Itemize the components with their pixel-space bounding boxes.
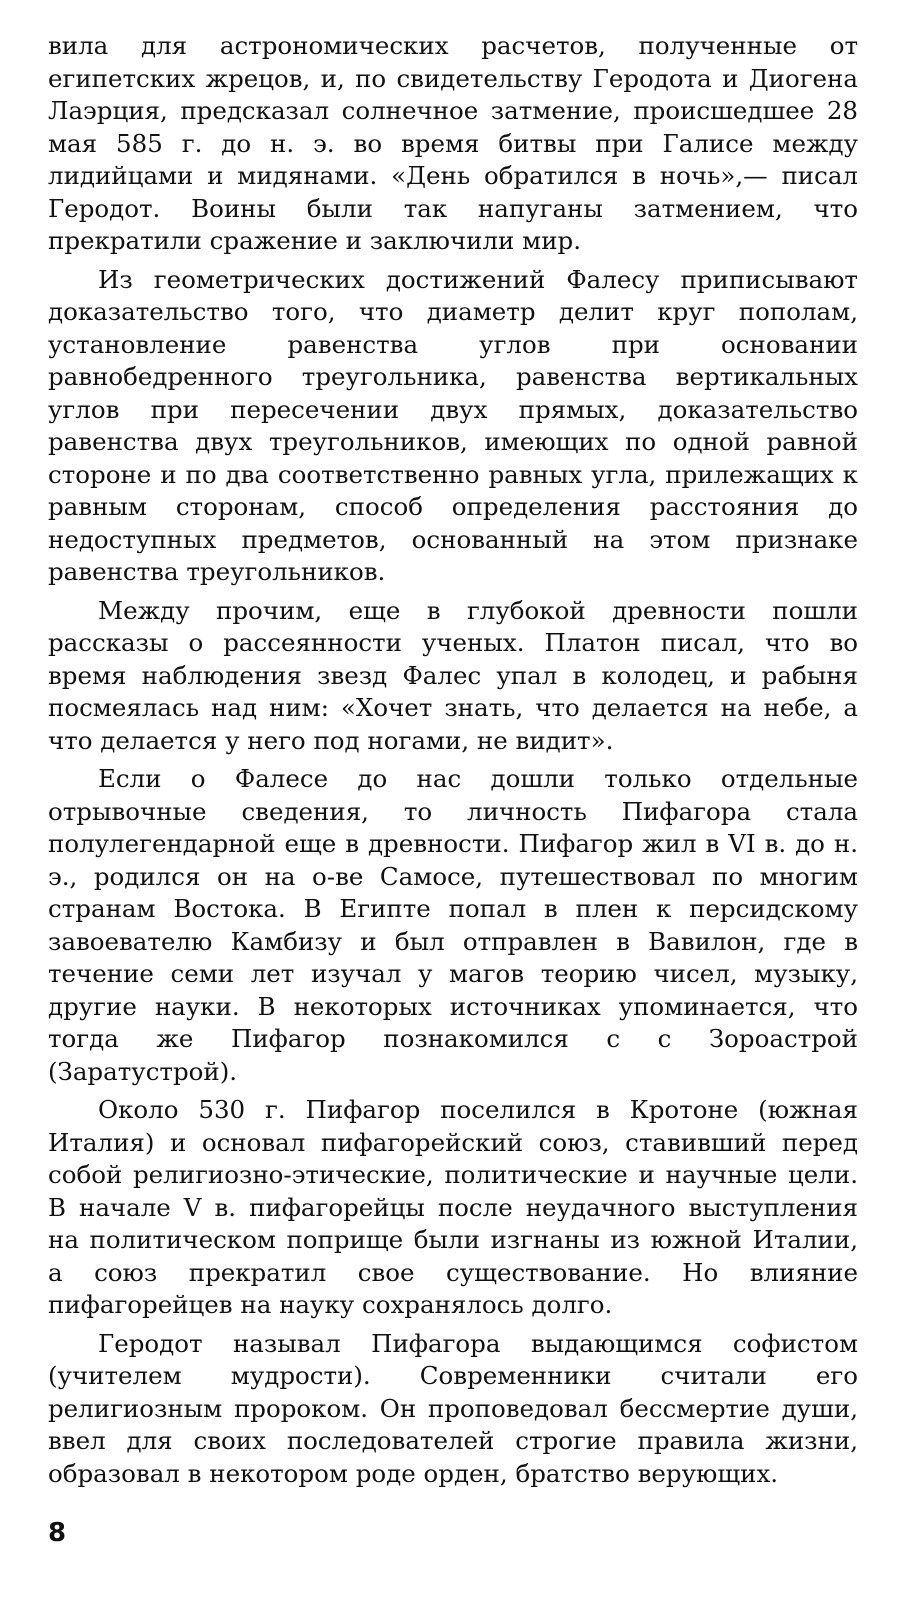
- paragraph-pythagoras-life: Если о Фалесе до нас дошли только отдельные отрывочные сведения, то личность Пифагора стала полулегендарной еще в древности. Пифагор жил в VI в. до н. э., родился он на о-ве Самосе, путешествовал по многим странам Востока. В Египте попал в плен к персидскому завоевателю Камбизу и был отправлен в Вавилон, где в течение семи лет изучал у магов теорию чисел, музыку, другие науки. В некоторых источниках упоминается, что тогда же Пифагор познакомился с с Зороастрой (Заратустрой).: [48, 764, 858, 1086]
- page-number: 8: [48, 1518, 67, 1548]
- book-page: [48, 30, 858, 1575]
- paragraph-thales-geometry: Из геометрических достижений Фалесу приписывают доказательство того, что диаметр делит круг пополам, установление равенства углов при основании равнобедренного треугольника, равенства вертикальных углов при пересечении двух прямых, доказательство равенства двух треугольников, имеющих по одной равной стороне и по два соответственно равных угла, прилежащих к равным сторонам, способ определения расстояния до недоступных предметов, основанный на этом признаке равенства треугольников.: [48, 264, 858, 586]
- paragraph-thales-eclipse: вила для астрономических расчетов, полученные от египетских жрецов, и, по свидетельству Геродота и Диогена Лаэрция, предсказал солнечное затмение, происшедшее 28 мая 585 г. до н. э. во время битвы при Галисе между лидийцами и мидянами. «День обратился в ночь»,— писал Геродот. Воины были так напуганы затмением, что прекратили сражение и заключили мир.: [48, 31, 858, 255]
- paragraph-herodotus-on-pythagoras: Геродот называл Пифагора выдающимся софистом (учителем мудрости). Современники считали его религиозным пророком. Он проповедовал бессмертие души, ввел для своих последователей строгие правила жизни, образовал в некотором роде орден, братство верующих.: [48, 1328, 858, 1488]
- paragraph-pythagorean-union: Около 530 г. Пифагор поселился в Кротоне (южная Италия) и основал пифагорейский союз, ставивший перед собой религиозно-этические, политические и научные цели. В начале V в. пифагорейцы после неудачного выступления на политическом поприще были изгнаны из южной Италии, а союз прекратил свое существование. Но влияние пифагорейцев на науку сохранялось долго.: [48, 1095, 858, 1319]
- paragraph-absent-minded-scholars: Между прочим, еще в глубокой древности пошли рассказы о рассеянности ученых. Платон писал, что во время наблюдения звезд Фалес упал в колодец, и рабыня посмеялась над ним: «Хочет знать, что делается на небе, а что делается у него под ногами, не видит».: [48, 595, 858, 755]
